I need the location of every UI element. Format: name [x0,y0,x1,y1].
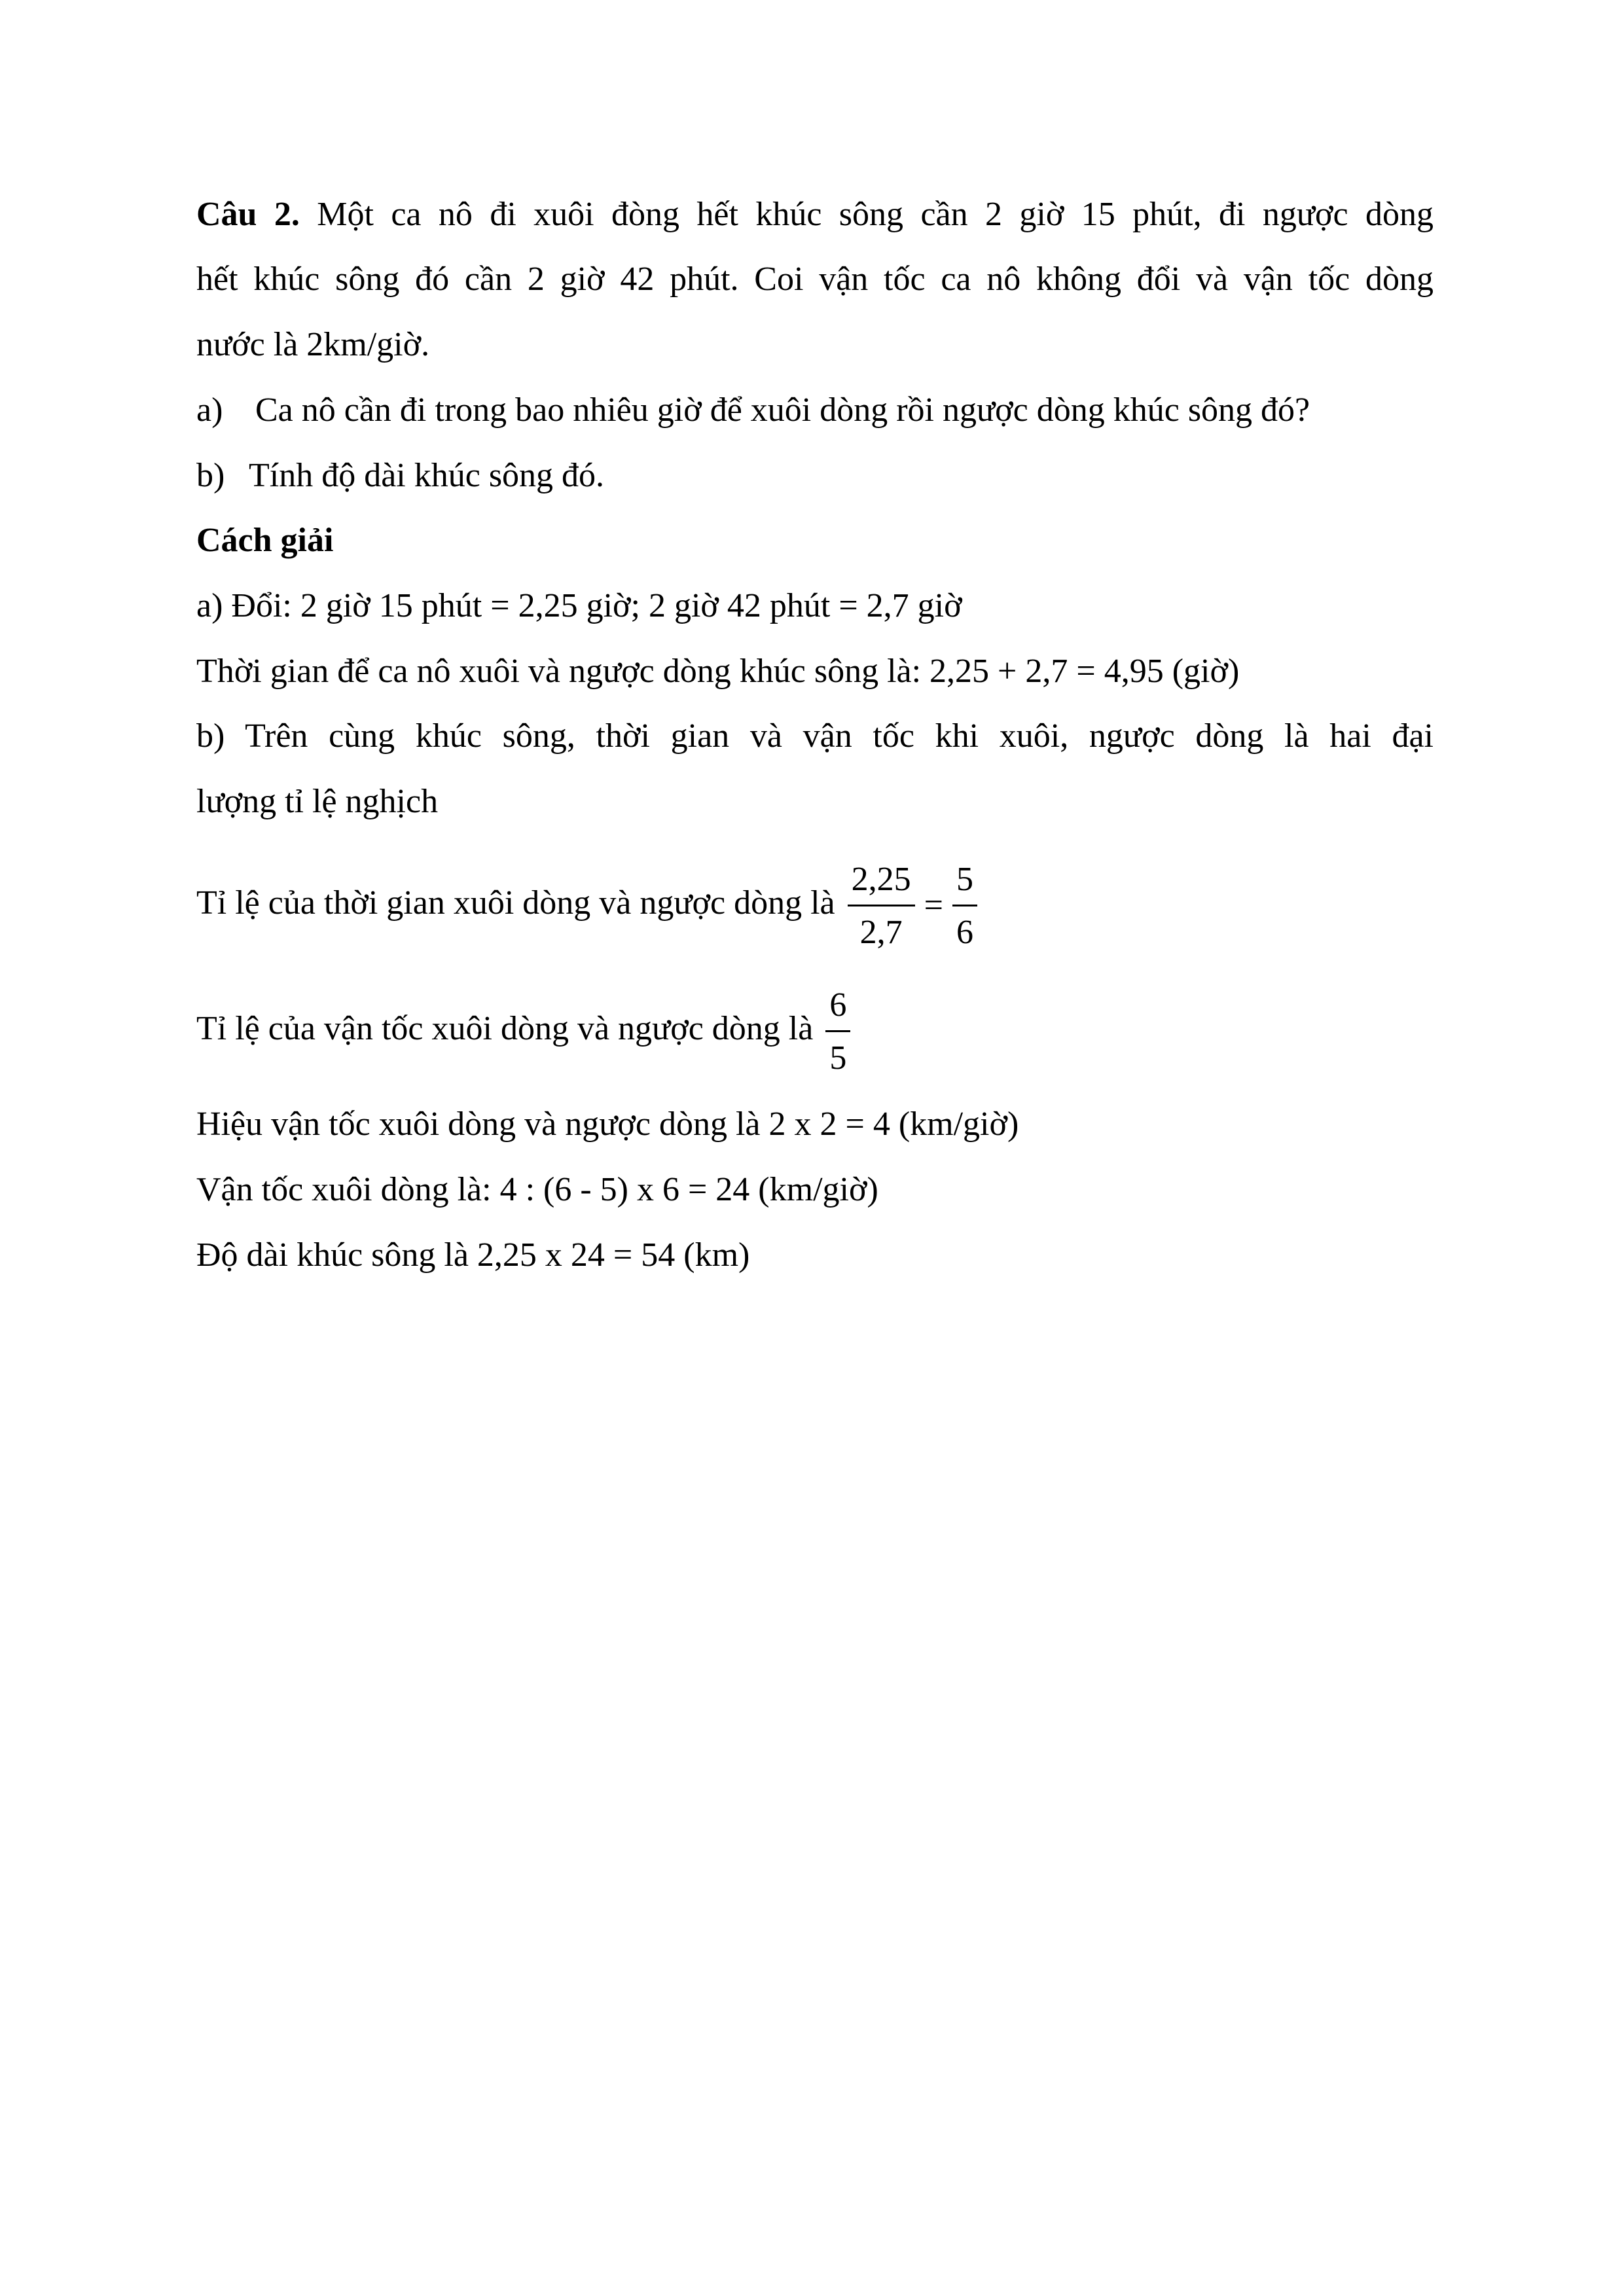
solution-river-length: Độ dài khúc sông là 2,25 x 24 = 54 (km) [196,1236,750,1274]
ratio-speed-fraction [825,988,850,1075]
fraction-numerator: 2,25 [851,860,911,898]
solution-step-2: Thời gian để ca nô xuôi và ngược dòng khúc sông là: 2,25 + 2,7 = 4,95 (giờ) [196,653,1240,690]
question-b [196,456,604,495]
solution-downstream-speed: Vận tốc xuôi dòng là: 4 : (6 - 5) x 6 = 24 (km/giờ) [196,1171,878,1208]
equals-sign: = [924,887,943,925]
solution-step-3-line-2: lượng tỉ lệ nghịch [196,783,439,820]
fraction-denominator: 6 [956,913,973,951]
problem-line-3: nước là 2km/giờ. [196,326,430,363]
problem-line-1 [196,195,1434,234]
ratio-time-fraction-2 [952,860,977,951]
ratio-time-line [196,857,981,952]
problem-text-1: Một ca nô đi xuôi đòng hết khúc sông cần 2 giờ 15 phút, đi ngược dòng [299,196,1434,233]
fraction-numerator: 6 [829,986,847,1024]
ratio-speed-line [196,983,854,1075]
question-a [196,391,1310,430]
question-a-text: Ca nô cần đi trong bao nhiêu giờ để xuôi dòng rồi ngược dòng khúc sông đó? [255,391,1310,429]
ratio-speed-text: Tỉ lệ của vận tốc xuôi dòng và ngược dòng là [196,1010,814,1047]
problem-line-2: hết khúc sông đó cần 2 giờ 42 phút. Coi vận tốc ca nô không đổi và vận tốc dòng [196,260,1434,298]
solution-speed-difference: Hiệu vận tốc xuôi dòng và ngược dòng là 2 x 2 = 4 (km/giờ) [196,1105,1019,1143]
fraction-numerator: 5 [956,860,973,898]
ratio-time-fraction-1 [848,860,915,951]
fraction-denominator: 2,7 [859,913,903,951]
fraction-denominator: 5 [829,1039,847,1077]
question-a-label: a) [196,391,223,429]
question-b-label: b) [196,457,225,494]
solution-step-1: a) Đổi: 2 giờ 15 phút = 2,25 giờ; 2 giờ 42 phút = 2,7 giờ [196,587,962,624]
ratio-time-text: Tỉ lệ của thời gian xuôi dòng và ngược dòng là [196,884,835,922]
problem-title: Câu 2. [196,196,300,233]
solution-step-3-line-1: b) Trên cùng khúc sông, thời gian và vận tốc khi xuôi, ngược dòng là hai đại [196,717,1434,755]
question-b-text: Tính độ dài khúc sông đó. [249,457,605,494]
solution-heading: Cách giải [196,522,334,559]
